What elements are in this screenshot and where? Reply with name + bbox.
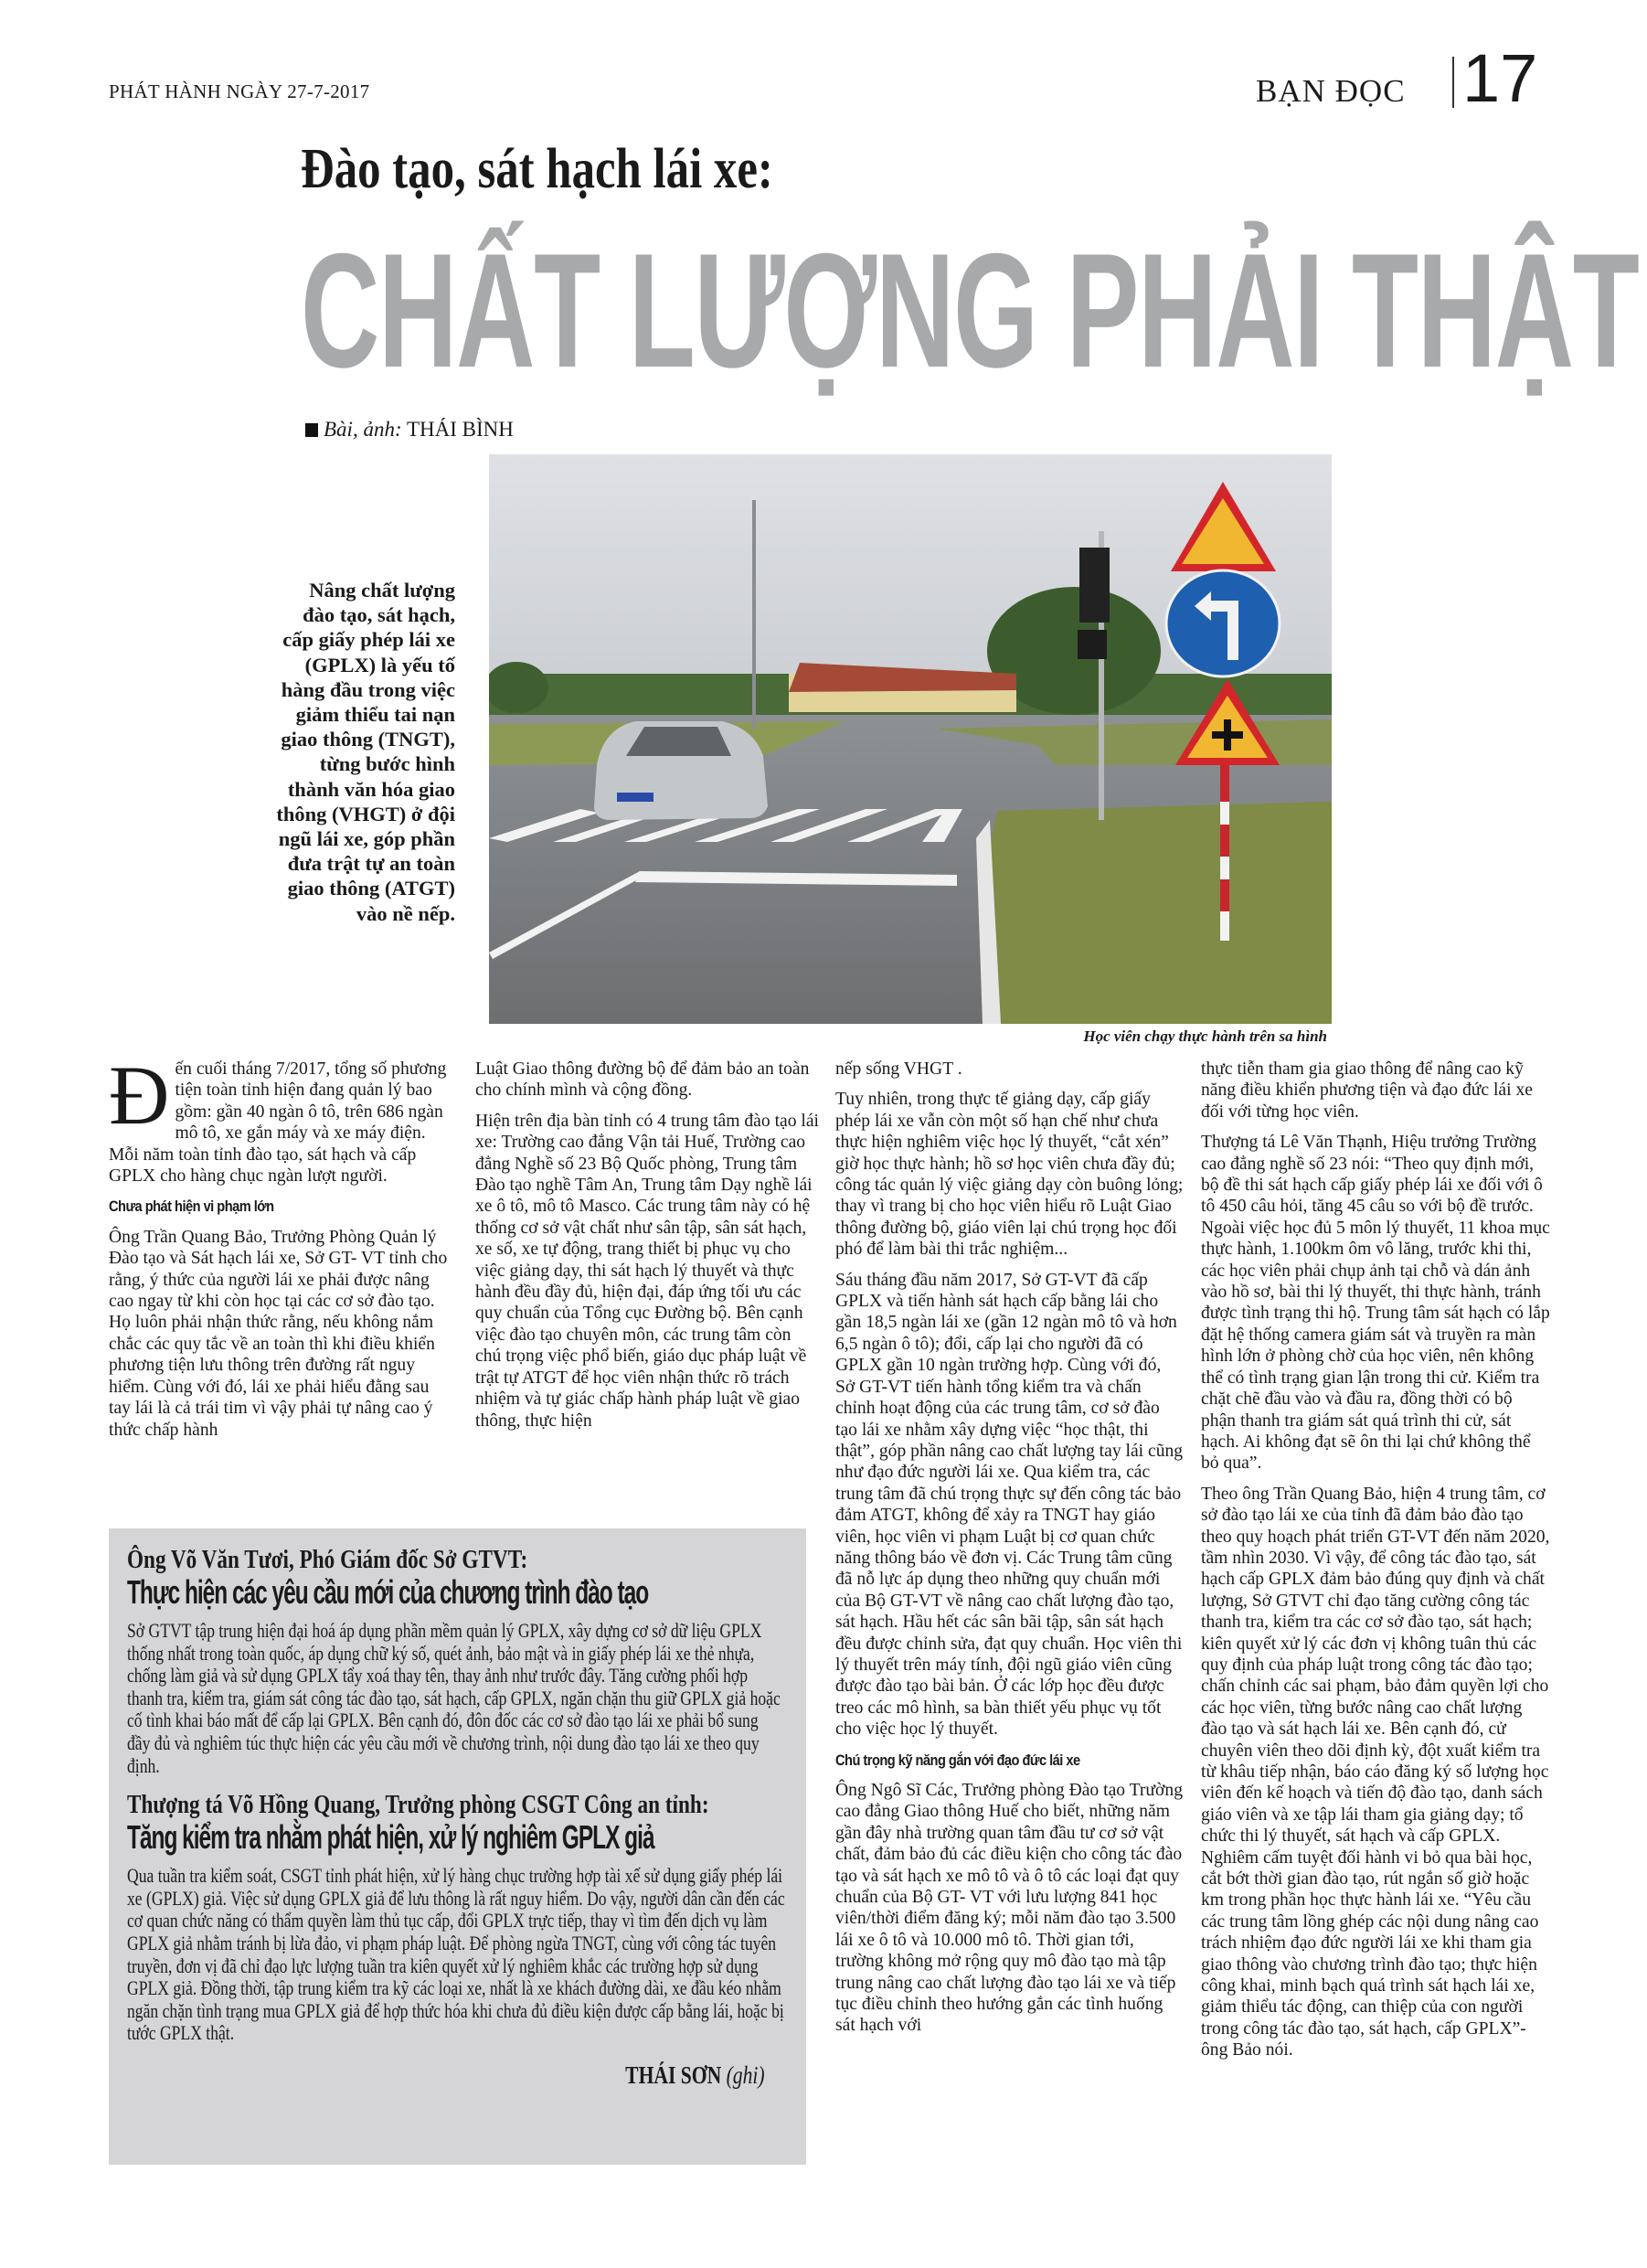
signature-note: (ghi) bbox=[726, 2060, 765, 2089]
box-signature bbox=[127, 2061, 785, 2090]
article-column-4 bbox=[1201, 1059, 1550, 2071]
page-number: 17 bbox=[1462, 40, 1538, 116]
paragraph: Tuy nhiên, trong thực tế giảng dạy, cấp giấy phép lái xe vẫn còn một số hạn chế như chưa thực hiện nghiêm việc học lý thuyết, “cắt xén” giờ học thực hành; hồ sơ học viên chưa đầy đủ; công tác quản lý việc giảng dạy còn buông lỏng; thay vì trang bị cho học viên hiểu rõ Luật Giao thông đường bộ, giáo viên lại chú trọng học đối phó để làm bài thi trắc nghiệm... bbox=[835, 1090, 1184, 1260]
box-speaker-1: Ông Võ Văn Tươi, Phó Giám đốc Sở GTVT: bbox=[127, 1545, 528, 1574]
issue-date: PHÁT HÀNH NGÀY 27-7-2017 bbox=[109, 80, 370, 102]
signature-name: THÁI SƠN bbox=[625, 2060, 722, 2089]
box-headline-1: Thực hiện các yêu cầu mới của chương trình đào tạo bbox=[127, 1573, 649, 1611]
paragraph: thực tiễn tham gia giao thông để nâng cao kỹ năng điều khiển phương tiện và đạo đức lái xe đối với từng học viên. bbox=[1201, 1059, 1533, 1122]
paragraph: nếp sống VHGT . bbox=[835, 1059, 962, 1079]
square-bullet-icon bbox=[305, 423, 318, 437]
box-speaker-2: Thượng tá Võ Hồng Quang, Trưởng phòng CSGT Công an tỉnh: bbox=[127, 1790, 709, 1820]
paragraph: Luật Giao thông đường bộ để đảm bảo an toàn cho chính mình và cộng đồng. bbox=[475, 1059, 810, 1101]
traffic-light bbox=[1079, 548, 1110, 623]
section-name: BẠN ĐỌC bbox=[1256, 73, 1406, 109]
car bbox=[594, 721, 768, 820]
box-text-1: Sở GTVT tập trung hiện đại hoá áp dụng phần mềm quản lý GPLX, xây dựng cơ sở dữ liệu GPLX thống nhất trong toàn quốc, áp dụng chữ ký số, quét ảnh, bảo mật và in giấy phép lái xe thẻ nhựa, chống làm giả và sử dụng GPLX tẩy xoá thay tên, thay ảnh như trước đây. Tăng cường phối hợp thanh tra, kiểm tra, giám sát công tác đào tạo, sát hạch, cấp GPLX, ngăn chặn thu giữ GPLX giả hoặc cố tình khai báo mất để cấp lại GPLX. Bên cạnh đó, đôn đốc các cơ sở đào tạo lái xe phải bổ sung đầy đủ và nghiêm túc thực hiện các yêu cầu mới về chương trình, nội dung đào tạo lái xe theo quy định. bbox=[127, 1619, 781, 1777]
box-headline-2: Tăng kiểm tra nhằm phát hiện, xử lý nghiêm GPLX giả bbox=[127, 1818, 654, 1857]
photo-caption: Học viên chạy thực hành trên sa hình bbox=[1083, 1028, 1327, 1045]
countdown-display bbox=[1078, 630, 1107, 659]
paragraph: Thượng tá Lê Văn Thạnh, Hiệu trưởng Trường cao đẳng nghề số 23 nói: “Theo quy định mới, bộ đề thi sát hạch cấp giấy phép lái xe đối với ô tô 450 câu hỏi, tăng 45 câu so với bộ đề trước. Ngoài việc học đủ 5 môn lý thuyết, 11 khoa mục thực hành, 1.100km ôm vô lăng, trước khi thi, các học viên phải chụp ảnh tại chỗ và dán ảnh vào hồ sơ, bài thi lý thuyết, thi thực hành, tránh được tình trạng thi hộ. Trung tâm sát hạch có lắp đặt hệ thống camera giám sát và truyền ra màn hình lớn ở phòng chờ của học viên, nên không thể có tình trạng gian lận trong thi cử. Kiểm tra chặt chẽ đầu vào và đầu ra, đồng thời có bộ phận thanh tra giám sát quá trình thi cử, sát hạch. Ai không đạt sẽ ôn thi lại chứ không thể bỏ qua”. bbox=[1201, 1133, 1550, 1474]
byline bbox=[305, 418, 514, 442]
article-kicker: Đào tạo, sát hạch lái xe: bbox=[301, 138, 773, 200]
article-column-3 bbox=[835, 1059, 1185, 2046]
paragraph bbox=[109, 1049, 454, 1187]
paragraph: Ông Trần Quang Bảo, Trưởng Phòng Quản lý Đào tạo và Sát hạch lái xe, Sở GT- VT tỉnh cho rằng, ý thức của người lái xe phải được nâng cao ngay từ khi còn học tại các cơ sở đào tạo. Họ luôn phải nhận thức rằng, nếu không nắm chắc các quy tắc về an toàn thì khi điều khiển phương tiện lưu thông trên đường rất nguy hiểm. Cùng với đó, lái xe phải hiểu đằng sau tay lái là cả trái tim vì vậy phải tự nâng cao ý thức chấp hành bbox=[109, 1227, 448, 1440]
paragraph: Hiện trên địa bàn tỉnh có 4 trung tâm đào tạo lái xe: Trường cao đẳng Vận tải Huế, Trường cao đẳng Nghề số 23 Bộ Quốc phòng, Trung tâm Đào tạo nghề Tâm An, Trung tâm Dạy nghề lái xe ô tô, mô tô Masco. Các trung tâm này có hệ thống cơ sở vật chất như sân tập, sân sát hạch, xe số, xe tự động, trang thiết bị phục vụ cho việc giảng dạy, thi sát hạch lý thuyết và thực hành đều đầy đủ, hiện đại, đáp ứng tối ưu các quy chuẩn của Tổng cục Đường bộ. Bên cạnh việc đào tạo chuyên môn, các trung tâm còn chú trọng việc phổ biến, giáo dục pháp luật về trật tự ATGT để học viên nhận thức rõ trách nhiệm và tự giác chấp hành pháp luật về giao thông, thực hiện bbox=[475, 1111, 819, 1431]
article-column-1 bbox=[109, 1049, 454, 1450]
subheading: Chú trọng kỹ năng gắn với đạo đức lái xe bbox=[835, 1751, 1080, 1769]
article-lead: Nâng chất lượng đào tạo, sát hạch, cấp giấy phép lái xe (GPLX) là yếu tố hàng đầu trong việc giảm thiểu tai nạn giao thông (TNGT), từng bước hình thành văn hóa giao thông (VHGT) ở đội ngũ lái xe, góp phần đưa trật tự an toàn giao thông (ATGT) vào nề nếp. bbox=[276, 579, 455, 925]
paragraph: Sáu tháng đầu năm 2017, Sở GT-VT đã cấp GPLX và tiến hành sát hạch cấp bằng lái cho gần 18,5 ngàn lái xe (gần 12 ngàn mô tô và hơn 6,5 ngàn ô tô); đổi, cấp lại cho người đã có GPLX gần 10 ngàn trường hợp. Cùng với đó, Sở GT-VT tiến hành tổng kiểm tra và chấn chỉnh hoạt động của các trung tâm, cơ sở đào tạo lái xe nhằm xây dựng việc “học thật, thi thật”, góp phần nâng cao chất lượng tay lái cũng như đạo đức người lái xe. Qua kiểm tra, các trung tâm đã chú trọng thực sự đến công tác bảo đảm ATGT, không để xảy ra TNGT hay giáo viên, học viên vi phạm Luật bị cơ quan chức năng thông báo về đơn vị. Các Trung tâm cũng đã nỗ lực áp dụng theo những quy chuẩn mới của Bộ GT-VT về nâng cao chất lượng đào tạo, sát hạch. Hầu hết các sân bãi tập, sân sát hạch đều được chỉnh sửa, đạt quy chuẩn. Học viên thi lý thuyết trên máy tính, đội ngũ giáo viên cũng được đào tạo bài bản. Ở các lớp học đều được treo các mô hình, sa bàn thiết yếu phục vụ tốt cho việc học lý thuyết. bbox=[835, 1270, 1184, 1740]
article-title: CHẤT LƯỢNG PHẢI THẬT bbox=[301, 219, 1639, 401]
subheading: Chưa phát hiện vi phạm lớn bbox=[109, 1198, 274, 1216]
paragraph: Ông Ngô Sĩ Các, Trưởng phòng Đào tạo Trường cao đẳng Giao thông Huế cho biết, những năm gần đây nhà trường quan tâm đầu tư cơ sở vật chất, đảm bảo đủ các điều kiện cho công tác đào tạo và sát hạch xe mô tô và ô tô các loại đạt quy chuẩn của Bộ GT- VT với lưu lượng 841 học viên/thời điểm đăng ký; mỗi năm đào tạo 3.500 lái xe ô tô và 10.000 mô tô. Thời gian tới, trường không mở rộng quy mô đào tạo mà tập trung nâng cao chất lượng đào tạo lái xe và tiếp tục điều chỉnh theo hướng gắn các tình huống sát hạch với bbox=[835, 1781, 1183, 2036]
sidebar-box bbox=[109, 1528, 806, 2165]
byline-label: Bài, ảnh: bbox=[324, 418, 402, 441]
grass-right bbox=[990, 802, 1332, 1024]
article-column-2 bbox=[475, 1059, 821, 1441]
header-divider bbox=[1452, 57, 1454, 108]
lamp-post bbox=[752, 500, 756, 729]
box-text-2: Qua tuần tra kiểm soát, CSGT tỉnh phát hiện, xử lý hàng chục trường hợp tài xế sử dụng giấy phép lái xe (GPLX) giả. Việc sử dụng GPLX giả để lưu thông là rất nguy hiểm. Do vậy, người dân cần đến các cơ quan chức năng có thẩm quyền làm thủ tục cấp, đổi GPLX trực tiếp, thay vì tìm đến dịch vụ làm GPLX giả nhằm tránh bị lừa đảo, vi phạm pháp luật. Để phòng ngừa TNGT, cùng với công tác tuyên truyền, đơn vị đã chỉ đạo lực lượng tuần tra kiên quyết xử lý nghiêm khắc các trường hợp sử dụng GPLX giả. Đồng thời, tập trung kiểm tra kỹ các loại xe, nhất là xe khách đường dài, xe đầu kéo nhằm ngăn chặn tình trạng mua GPLX giả để hợp thức hóa khi chưa đủ điều kiện được cấp bằng lái, hoặc bị tước GPLX thật. bbox=[127, 1864, 785, 2045]
drop-cap: Đ bbox=[109, 1049, 170, 1142]
article-photo bbox=[489, 454, 1332, 1024]
byline-author: THÁI BÌNH bbox=[406, 418, 514, 441]
turn-left-sign bbox=[1166, 570, 1280, 676]
paragraph: Theo ông Trần Quang Bảo, hiện 4 trung tâm, cơ sở đào tạo lái xe của tỉnh đã đảm bảo đào tạo theo quy hoạch phát triển GT-VT đến năm 2020, tầm nhìn 2030. Vì vậy, để công tác đào tạo, sát hạch cấp GPLX đảm bảo đúng quy định và chất lượng, Sở GTVT chỉ đạo tăng cường công tác thanh tra, kiểm tra các cơ sở đào tạo, sát hạch; kiên quyết xử lý các đơn vị không tuân thủ các quy định của pháp luật trong công tác đào tạo; chấn chỉnh các sai phạm, bảo đảm quyền lợi cho các học viên, từng bước nâng cao chất lượng đào tạo và sát hạch lái xe. Bên cạnh đó, cử chuyên viên theo dõi định kỳ, đột xuất kiểm tra từ khâu tiếp nhận, báo cáo đăng ký số lượng học viên đến kế hoạch và tiến độ đào tạo, danh sách giáo viên và xe tập lái tham gia giảng dạy; tổ chức thi lý thuyết, sát hạch và cấp GPLX. Nghiêm cấm tuyệt đối hành vi bỏ qua bài học, cắt bớt thời gian đào tạo, rút ngắn số giờ hoặc km trong phần học thực hành lái xe. “Yêu cầu các trung tâm lồng ghép các nội dung nâng cao trách nhiệm đạo đức người lái xe khi tham gia giao thông vào chương trình đào tạo; thực hiện công khai, minh bạch quá trình sát hạch lái xe, giảm thiểu tác động, can thiệp của con người trong công tác đào tạo, sát hạch, cấp GPLX”- ông Bảo nói. bbox=[1201, 1484, 1550, 2060]
paragraph-text: ến cuối tháng 7/2017, tổng số phương tiện toàn tỉnh hiện đang quản lý bao gồm: gần 40 ngàn ô tô, trên 686 ngàn mô tô, xe gắn máy và xe máy điện. Mỗi năm toàn tỉnh đào tạo, sát hạch và cấp GPLX cho hàng chục ngàn lượt người. bbox=[109, 1059, 447, 1187]
